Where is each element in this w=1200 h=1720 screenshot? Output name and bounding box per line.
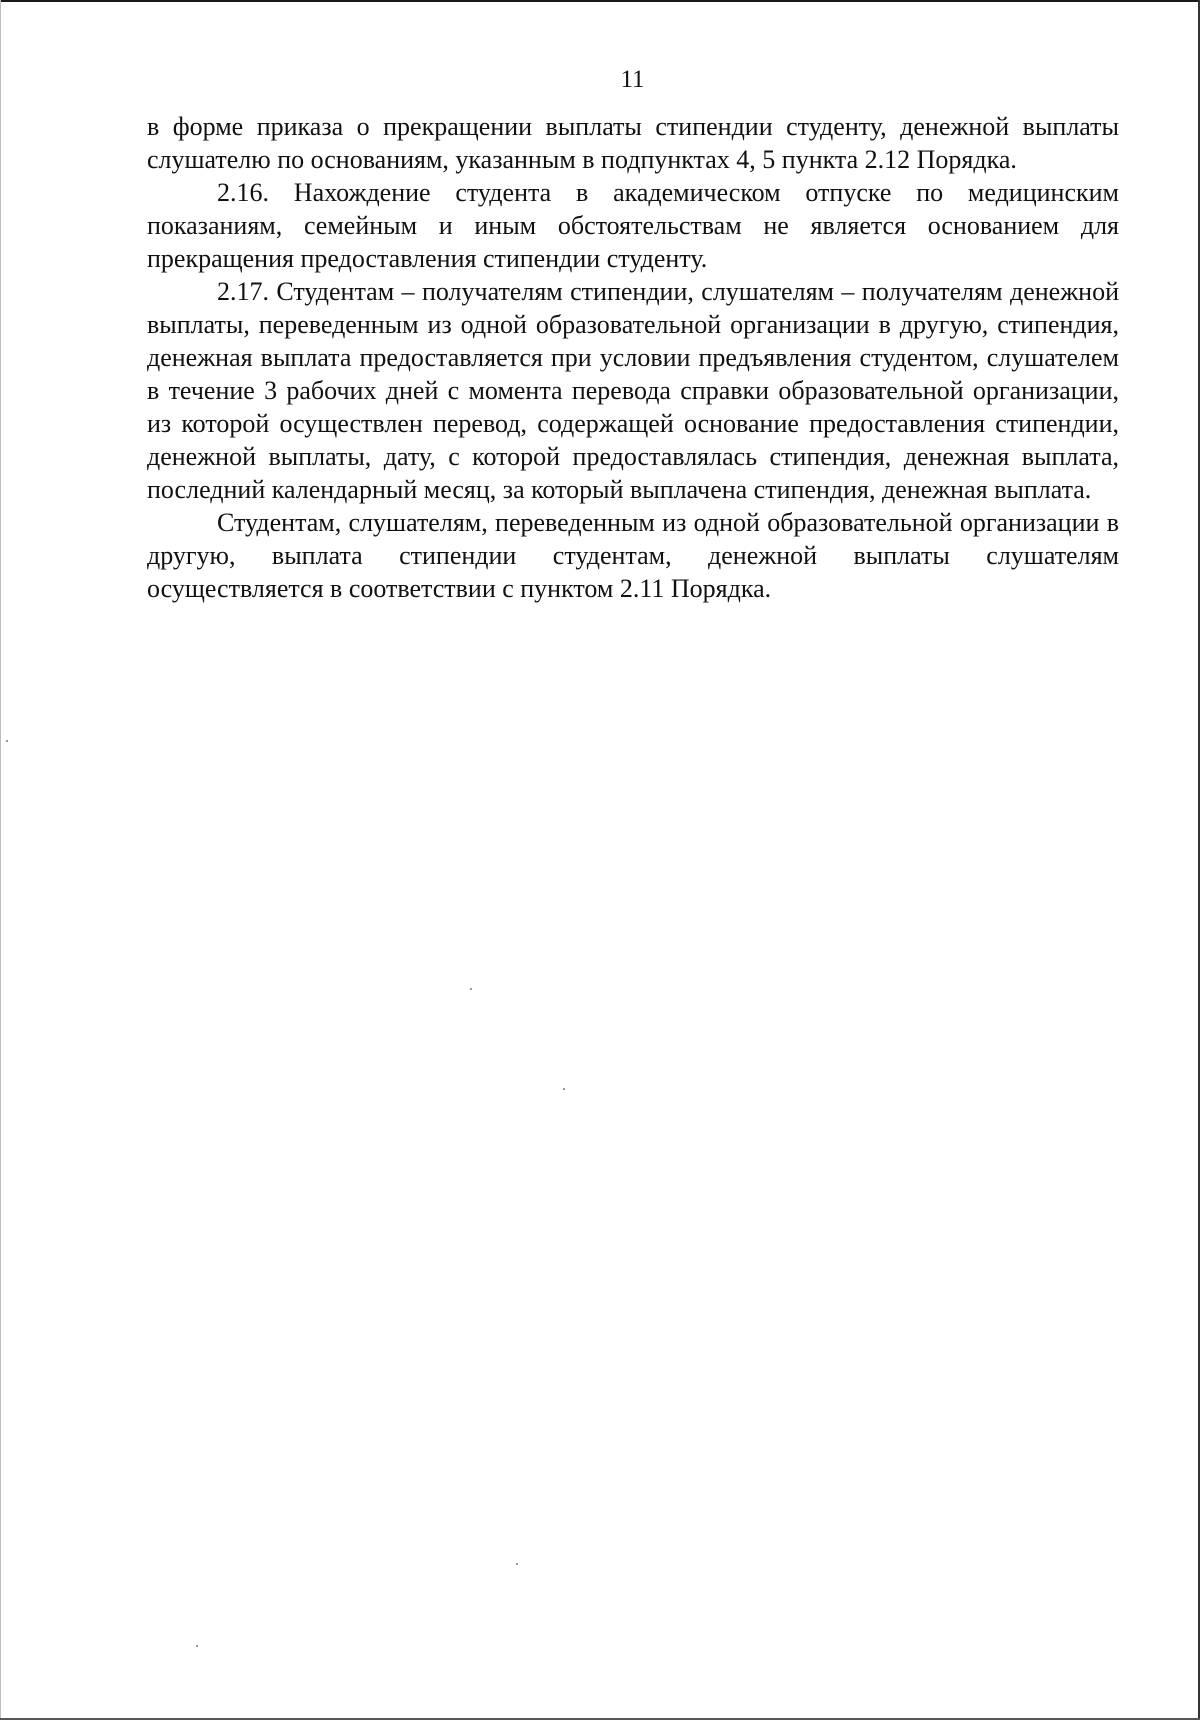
paragraph-transfer-payment: Студентам, слушателям, переведенным из одной образовательной организации в другую, выплата стипендии студентам, денежной выплаты слушателям осуществляется в соответствии с пунктом 2.11 Порядка. bbox=[147, 508, 1119, 603]
scan-speck bbox=[516, 1563, 518, 1565]
paragraph-2-16: 2.16. Нахождение студента в академическом отпуске по медицинским показаниям, семейным и иным обстоятельствам не является основанием для прекращения предоставления стипендии студенту. bbox=[147, 178, 1119, 273]
scan-border-left bbox=[0, 0, 1, 1720]
scan-speck bbox=[470, 988, 472, 990]
scan-speck bbox=[6, 740, 8, 742]
scan-border-top bbox=[0, 0, 1200, 2]
scan-speck bbox=[196, 1645, 198, 1647]
scan-speck bbox=[563, 1088, 565, 1090]
page-number: 11 bbox=[620, 66, 645, 93]
paragraph-continuation: в форме приказа о прекращении выплаты стипендии студенту, денежной выплаты слушателю по основаниям, указанным в подпунктах 4, 5 пункта 2.12 Порядка. bbox=[147, 112, 1119, 174]
paragraph-2-17: 2.17. Студентам – получателям стипендии, слушателям – получателям денежной выплаты, переведенным из одной образовательной организации в другую, стипендия, денежная выплата предоставляется при условии предъявления студентом, слушателем в течение 3 рабочих дней с момента перевода справки образовательной организации, из которой осуществлен перевод, содержащей основание предоставления стипендии, денежной выплаты, дату, с которой предоставлялась стипендия, денежная выплата, последний календарный месяц, за который выплачена стипендия, денежная выплата. bbox=[147, 277, 1119, 504]
document-body bbox=[147, 110, 1119, 605]
